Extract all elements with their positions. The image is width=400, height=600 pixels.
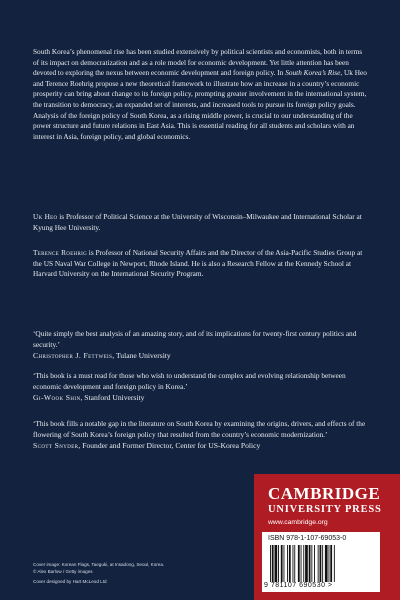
blurb-text-1: South Korea’s phenomenal rise has been studied extensively by political scientists and economists, both in terms of its impact on democratization and as a role model for economic development. Yet little attention has been devoted to exploring the nexus between economic development and foreign policy. In xyxy=(33,47,363,78)
quote-attribution xyxy=(33,351,373,362)
author-bio-text: is Professor of Political Science at the University of Wisconsin–Milwaukee and International Scholar at Kyung Hee University. xyxy=(33,212,362,232)
quote-affiliation: , Tulane University xyxy=(112,351,171,361)
quote-author: Christopher J. Fettweis xyxy=(33,351,113,361)
quote-attribution xyxy=(33,393,373,404)
blurb-text-2: , Uk Heo and Terence Roehrig propose a new theoretical framework to illustrate how an increase in a country’s economic prosperity can bring about change to its foreign policy, prompting greater involvement in the international system, the transition to democracy, an expanded set of interests, and increased tools to pursue its foreign policy goals. Analysis of the foreign policy of South Korea, as a rising middle power, is crucial to our understanding of the power structure and future relations in East Asia. This is essential reading for all students and scholars with an interest in Asia, foreign policy, and global economics. xyxy=(33,68,367,141)
publisher-name: CAMBRIDGE xyxy=(268,484,381,503)
quote-text: ‘This book is a must read for those who wish to understand the complex and evolving relationship between economic development and foreign policy in Korea.’ xyxy=(33,371,346,391)
barcode-panel xyxy=(262,532,380,592)
publisher-url: www.cambridge.org xyxy=(268,519,328,526)
author-bio-text: is Professor of National Security Affairs and the Director of the Asia-Pacific Studies Group at the US Naval War College in Newport, Rhode Island. He is also a Research Fellow at the Kennedy School at Harvard University on the International Security Program. xyxy=(33,248,363,279)
blurb-book-title: South Korea’s Rise xyxy=(285,68,341,78)
description-blurb xyxy=(33,47,369,142)
credit-design: Cover designed by Hart McLeod Ltd xyxy=(33,579,107,584)
quote-affiliation: , Founder and Former Director, Center for US-Korea Policy xyxy=(78,441,261,451)
credit-photographer: © Alex Barlow / Getty images xyxy=(33,569,93,574)
author-name: Uk Heo xyxy=(33,212,58,221)
quote-affiliation: , Stanford University xyxy=(80,393,145,403)
endorsement-quote xyxy=(33,371,373,404)
quote-text: ‘Quite simply the best analysis of an amazing story, and of its implications for twenty-first century politics and security.’ xyxy=(33,329,357,349)
barcode-icon xyxy=(268,545,374,582)
quote-attribution xyxy=(33,441,373,452)
author-bio-roehrig xyxy=(33,248,369,280)
author-name: Terence Roehrig xyxy=(33,248,87,257)
credit-image: Cover image: Korean Flags, Taeguki, at Insadong, Seoul, Korea. xyxy=(33,562,165,567)
cover-credits xyxy=(33,561,243,585)
quote-author: Scott Snyder xyxy=(33,441,79,451)
barcode-digits: 9 781107 690530 > xyxy=(264,582,333,589)
endorsement-quote xyxy=(33,419,373,452)
quote-author: Gi-Wook Shin xyxy=(33,393,81,403)
publisher-subtitle: UNIVERSITY PRESS xyxy=(268,504,382,515)
isbn-label: ISBN 978-1-107-69053-0 xyxy=(268,535,347,542)
endorsement-quote xyxy=(33,329,373,362)
quote-text: ‘This book fills a notable gap in the literature on South Korea by examining the origins, drivers, and effects of the flowering of South Korea’s foreign policy that resulted from the country’s economic modernization.’ xyxy=(33,419,366,439)
author-bio-heo xyxy=(33,212,369,233)
